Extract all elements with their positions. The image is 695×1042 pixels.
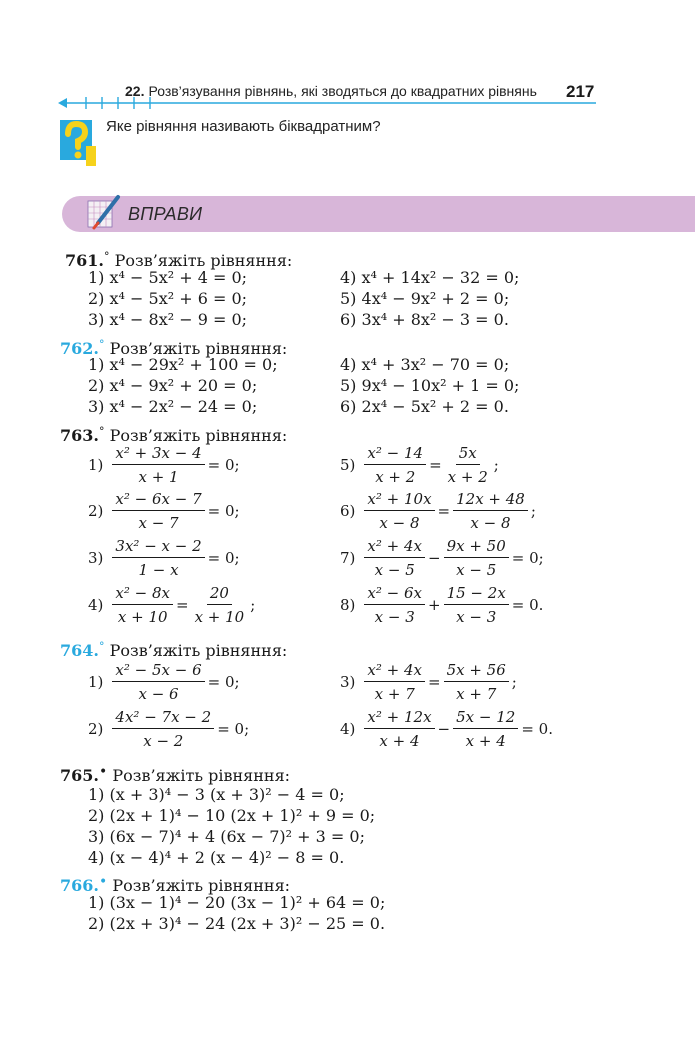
- difficulty-mark: °: [98, 338, 105, 351]
- denominator: x + 10: [194, 608, 245, 626]
- fraction: [444, 661, 509, 703]
- difficulty-mark: •: [98, 764, 108, 780]
- exercise-number: 766.: [60, 876, 99, 895]
- equation-tail: = 0;: [207, 673, 240, 691]
- numerator: x² + 4x: [364, 661, 425, 682]
- list-item: 6) 3x⁴ + 8x² − 3 = 0.: [340, 310, 509, 329]
- fraction: [444, 584, 509, 626]
- exercise-764-header: [60, 636, 287, 661]
- fraction-equation: [88, 584, 255, 626]
- fraction: [445, 444, 491, 486]
- denominator: x + 4: [465, 732, 506, 750]
- fraction: [364, 444, 426, 486]
- equation-tail: = 0.: [511, 596, 544, 614]
- list-item: 5) 9x⁴ − 10x² + 1 = 0;: [340, 376, 520, 395]
- item-label: 1): [88, 673, 104, 691]
- exercises-title: ВПРАВИ: [128, 204, 203, 224]
- denominator: x − 8: [470, 514, 511, 532]
- exercise-number: 761.: [65, 251, 104, 270]
- difficulty-mark: •: [98, 874, 108, 890]
- numerator: 5x − 12: [453, 708, 518, 729]
- numerator: 5x: [456, 444, 480, 465]
- difficulty-mark: °: [98, 425, 105, 438]
- equation-tail: ;: [493, 456, 499, 474]
- numerator: 5x + 56: [444, 661, 509, 682]
- denominator: x + 2: [375, 468, 416, 486]
- denominator: x + 10: [117, 608, 168, 626]
- fraction: [364, 584, 425, 626]
- operator: =: [429, 456, 442, 474]
- denominator: x + 7: [456, 685, 497, 703]
- exercise-number: 762.: [60, 339, 99, 358]
- list-item: 2) (2x + 3)⁴ − 24 (2x + 3)² − 25 = 0.: [88, 914, 386, 933]
- numerator: x² − 14: [364, 444, 426, 465]
- list-item: 3) x⁴ − 2x² − 24 = 0;: [88, 397, 258, 416]
- fraction-equation: [340, 444, 499, 486]
- fraction: [364, 537, 425, 579]
- item-label: 4): [340, 720, 356, 738]
- list-item: 1) (3x − 1)⁴ − 20 (3x − 1)² + 64 = 0;: [88, 893, 386, 912]
- item-label: 2): [88, 720, 104, 738]
- equation-tail: = 0;: [511, 549, 544, 567]
- fraction: [453, 708, 518, 750]
- exercise-number: 765.: [60, 766, 99, 785]
- fraction-equation: [340, 661, 517, 703]
- exercise-prompt: Розв’яжіть рівняння:: [109, 339, 288, 358]
- denominator: x − 7: [138, 514, 179, 532]
- list-item: 1) (x + 3)⁴ − 3 (x + 3)² − 4 = 0;: [88, 785, 345, 804]
- list-item: 6) 2x⁴ − 5x² + 2 = 0.: [340, 397, 509, 416]
- fraction-equation: [88, 661, 240, 703]
- denominator: x − 3: [374, 608, 415, 626]
- list-item: 2) (2x + 1)⁴ − 10 (2x + 1)² + 9 = 0;: [88, 806, 376, 825]
- denominator: x − 8: [379, 514, 420, 532]
- numerator: 20: [207, 584, 232, 605]
- fraction: [112, 444, 204, 486]
- item-label: 3): [340, 673, 356, 691]
- operator: =: [437, 502, 451, 520]
- fraction-equation: [340, 537, 544, 579]
- equation-tail: ;: [511, 673, 517, 691]
- numerator: x² + 3x − 4: [112, 444, 204, 465]
- fraction-equation: [88, 537, 240, 579]
- equation-tail: = 0;: [217, 720, 250, 738]
- denominator: x + 2: [447, 468, 488, 486]
- item-label: 3): [88, 549, 104, 567]
- exercise-763-header: [60, 421, 287, 446]
- fraction: [192, 584, 248, 626]
- equation-tail: ;: [530, 502, 536, 520]
- numerator: x² + 4x: [364, 537, 425, 558]
- numerator: 3x² − x − 2: [112, 537, 204, 558]
- equation-tail: ;: [250, 596, 256, 614]
- exercise-prompt: Розв’яжіть рівняння:: [112, 876, 291, 895]
- denominator: x − 5: [374, 561, 415, 579]
- page-number: 217: [566, 82, 595, 101]
- fraction: [112, 584, 173, 626]
- list-item: 2) x⁴ − 5x² + 6 = 0;: [88, 289, 248, 308]
- question-mark-icon: [58, 116, 100, 168]
- fraction: [112, 490, 204, 532]
- difficulty-mark: °: [103, 250, 110, 263]
- item-label: 2): [88, 502, 104, 520]
- header-ruler-line: [58, 96, 598, 110]
- item-label: 1): [88, 456, 104, 474]
- item-label: 8): [340, 596, 356, 614]
- exercise-prompt: Розв’яжіть рівняння:: [109, 426, 288, 445]
- fraction: [453, 490, 528, 532]
- operator: −: [437, 720, 451, 738]
- list-item: 2) x⁴ − 9x² + 20 = 0;: [88, 376, 258, 395]
- numerator: x² − 6x: [364, 584, 425, 605]
- exercise-prompt: Розв’яжіть рівняння:: [112, 766, 291, 785]
- fraction: [112, 537, 204, 579]
- fraction-equation: [88, 490, 240, 532]
- difficulty-mark: °: [98, 640, 105, 653]
- section-number: 22.: [125, 83, 145, 99]
- fraction-equation: [88, 708, 249, 750]
- denominator: x + 1: [138, 468, 179, 486]
- fraction: [112, 661, 204, 703]
- list-item: 4) (x − 4)⁴ + 2 (x − 4)² − 8 = 0.: [88, 848, 345, 867]
- denominator: x − 2: [143, 732, 184, 750]
- exercise-number: 763.: [60, 426, 99, 445]
- operator: −: [428, 549, 441, 567]
- operator: =: [428, 673, 441, 691]
- numerator: 9x + 50: [444, 537, 509, 558]
- numerator: x² + 12x: [364, 708, 434, 729]
- denominator: x − 3: [456, 608, 497, 626]
- pencil-grid-icon: [84, 193, 124, 233]
- exercise-number: 764.: [60, 641, 99, 660]
- item-label: 5): [340, 456, 356, 474]
- equation-tail: = 0;: [207, 502, 240, 520]
- exercise-prompt: Розв’яжіть рівняння:: [114, 251, 293, 270]
- numerator: 12x + 48: [453, 490, 528, 511]
- numerator: x² − 5x − 6: [112, 661, 204, 682]
- numerator: x² − 6x − 7: [112, 490, 204, 511]
- fraction: [364, 661, 425, 703]
- item-label: 6): [340, 502, 356, 520]
- numerator: x² + 10x: [364, 490, 434, 511]
- exercise-prompt: Розв’яжіть рівняння:: [109, 641, 288, 660]
- list-item: 5) 4x⁴ − 9x² + 2 = 0;: [340, 289, 510, 308]
- fraction-equation: [340, 584, 543, 626]
- operator: =: [176, 596, 189, 614]
- list-item: 4) x⁴ + 14x² − 32 = 0;: [340, 268, 520, 287]
- fraction-equation: [340, 490, 536, 532]
- equation-tail: = 0.: [521, 720, 553, 738]
- denominator: x + 7: [374, 685, 415, 703]
- fraction: [444, 537, 509, 579]
- denominator: x + 4: [379, 732, 420, 750]
- list-item: 3) (6x − 7)⁴ + 4 (6x − 7)² + 3 = 0;: [88, 827, 365, 846]
- equation-tail: = 0;: [207, 456, 240, 474]
- section-title: Розв’язування рівнянь, які зводяться до квадратних рівнянь: [148, 83, 537, 99]
- list-item: 3) x⁴ − 8x² − 9 = 0;: [88, 310, 248, 329]
- item-label: 7): [340, 549, 356, 567]
- fraction-equation: [340, 708, 553, 750]
- list-item: 4) x⁴ + 3x² − 70 = 0;: [340, 355, 510, 374]
- item-label: 4): [88, 596, 104, 614]
- operator: +: [428, 596, 441, 614]
- numerator: 15 − 2x: [444, 584, 509, 605]
- list-item: 1) x⁴ − 29x² + 100 = 0;: [88, 355, 278, 374]
- list-item: 1) x⁴ − 5x² + 4 = 0;: [88, 268, 248, 287]
- fraction: [112, 708, 214, 750]
- equation-tail: = 0;: [207, 549, 240, 567]
- fraction: [364, 490, 434, 532]
- fraction-equation: [88, 444, 240, 486]
- denominator: 1 − x: [138, 561, 179, 579]
- exercise-765-header: [60, 762, 290, 786]
- numerator: 4x² − 7x − 2: [112, 708, 214, 729]
- denominator: x − 5: [456, 561, 497, 579]
- numerator: x² − 8x: [112, 584, 173, 605]
- fraction: [364, 708, 434, 750]
- denominator: x − 6: [138, 685, 179, 703]
- review-question: Яке рівняння називають біквадратним?: [106, 118, 381, 135]
